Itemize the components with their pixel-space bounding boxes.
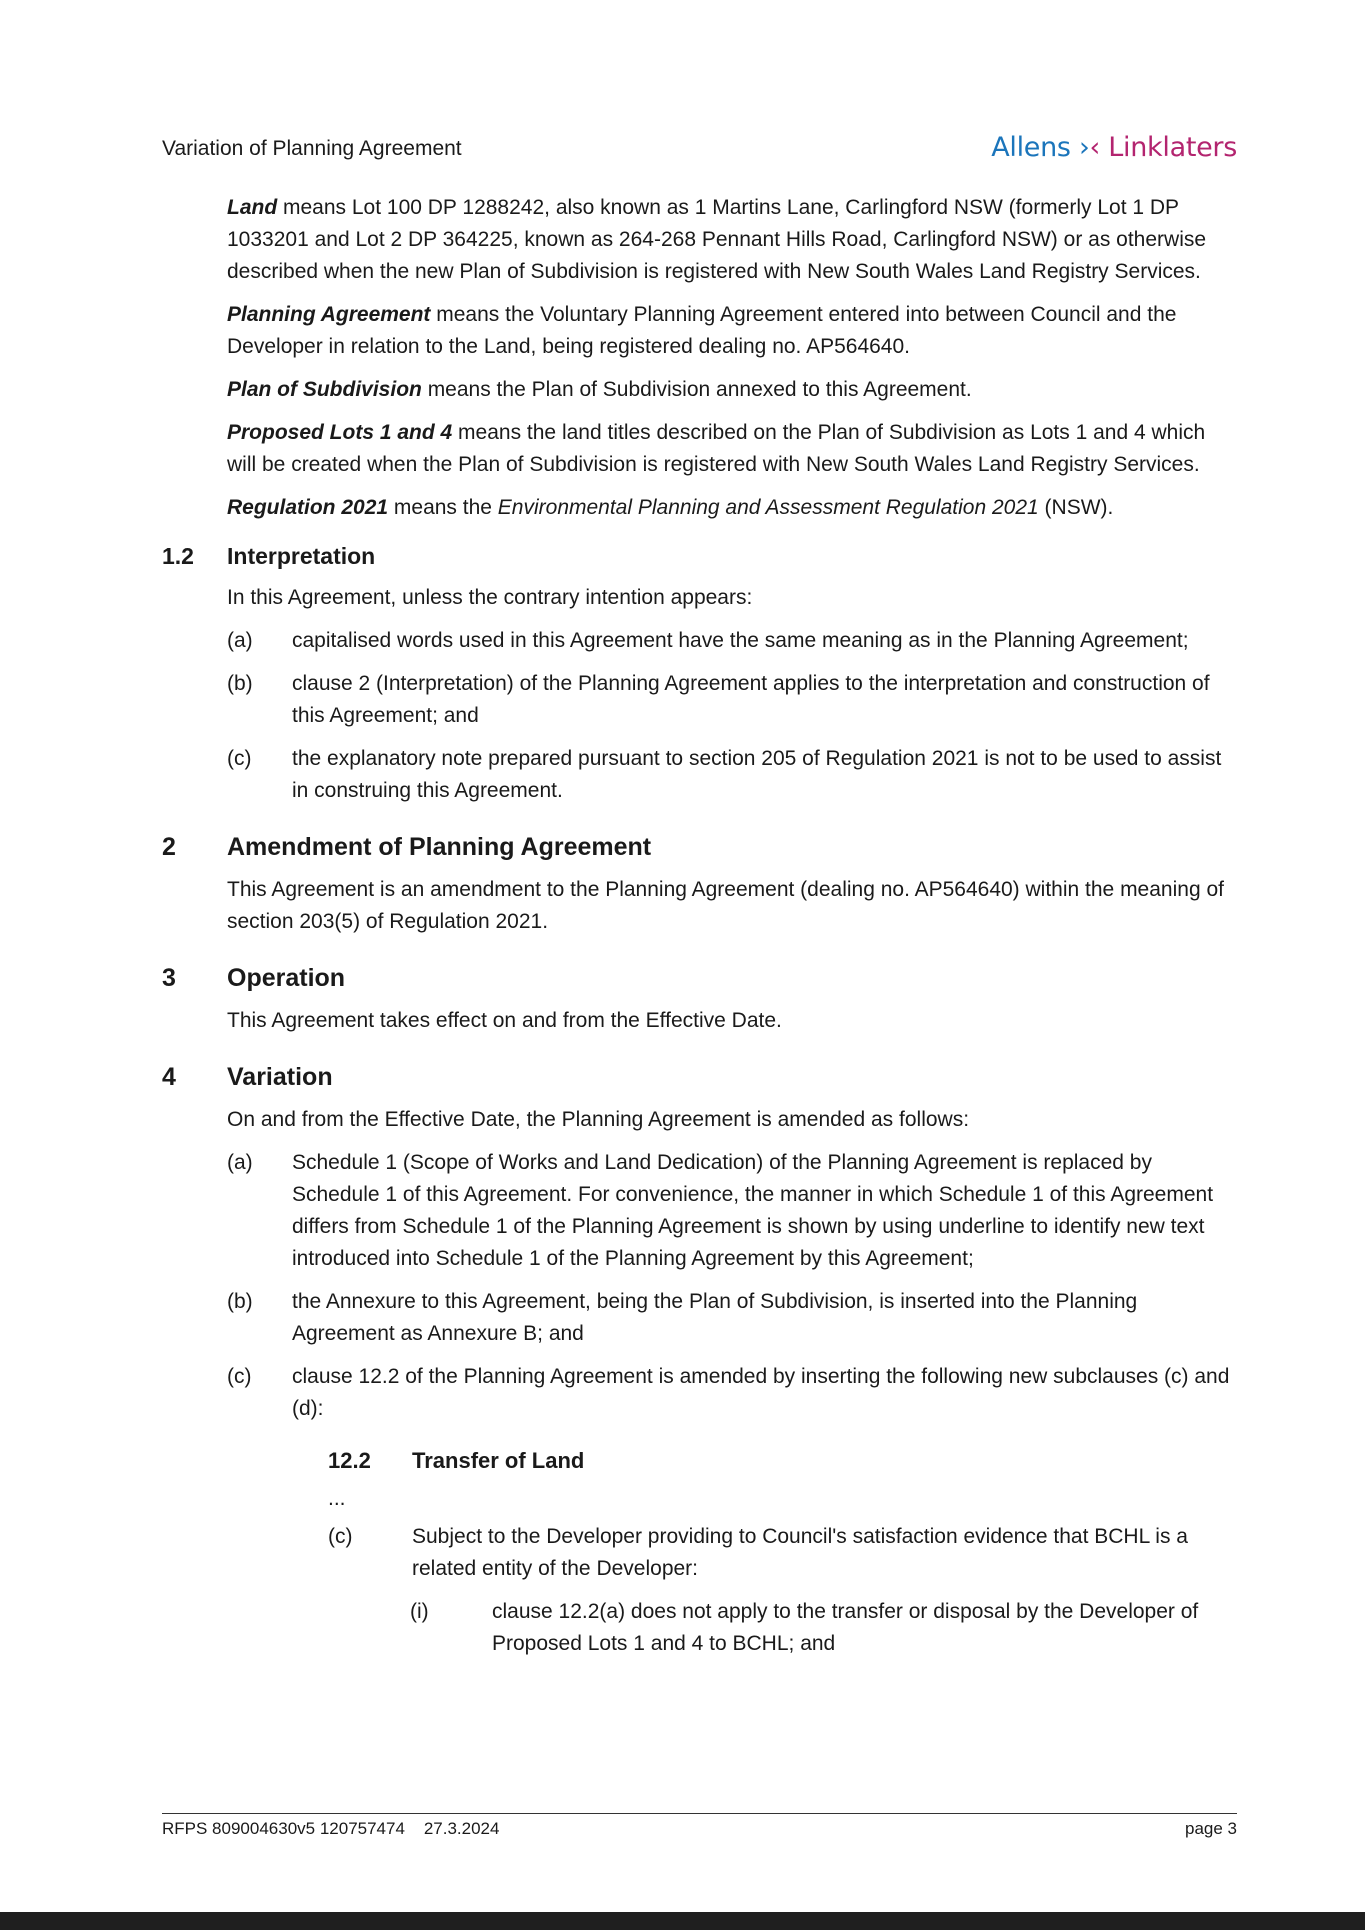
section-heading-4 <box>162 1060 1237 1094</box>
definition-text: means the land titles described on the Plan of Subdivision as Lots 1 and 4 which will be created when the Plan of Subdivision is registered with New South Wales Land Registry Services. <box>227 421 1206 476</box>
list-text: Subject to the Developer providing to Council's satisfaction evidence that BCHL is a related entity of the Developer: <box>412 1525 1188 1580</box>
list-text: clause 2 (Interpretation) of the Planning Agreement applies to the interpretation and construction of this Agreement; and <box>292 672 1210 727</box>
definition-plan-of-subdivision <box>162 374 1237 406</box>
list-item <box>162 668 1237 732</box>
definition-text: means Lot 100 DP 1288242, also known as 1 Martins Lane, Carlingford NSW (formerly Lot 1 DP 1033201 and Lot 2 DP 364225, known as 264-268 Pennant Hills Road, Carlingford NSW) or as otherwise described when the new Plan of Subdivision is registered with New South Wales Land Registry Services. <box>227 196 1207 283</box>
footer-reference: RFPS 809004630v5 120757474 27.3.2024 <box>162 1819 500 1838</box>
clause-title: Transfer of Land <box>412 1448 585 1473</box>
list-item <box>162 1286 1237 1350</box>
section-heading-2 <box>162 830 1237 864</box>
definition-regulation-2021 <box>162 492 1237 524</box>
subclause-item <box>162 1596 1237 1660</box>
list-item <box>162 743 1237 807</box>
logo-separator-left: ‹ <box>1089 132 1100 163</box>
definition-text: means the <box>388 496 498 519</box>
logo-allens: Allens <box>991 132 1071 163</box>
definition-proposed-lots <box>162 417 1237 481</box>
section-title: Operation <box>227 964 346 992</box>
clause-number: 12.2 <box>328 1448 371 1473</box>
definition-term: Regulation 2021 <box>227 496 389 519</box>
list-label: (c) <box>227 747 252 770</box>
section-body: This Agreement takes effect on and from the Effective Date. <box>227 1009 782 1032</box>
regulation-title: Environmental Planning and Assessment Regulation 2021 <box>497 496 1039 519</box>
definition-term: Plan of Subdivision <box>227 378 422 401</box>
definition-term: Land <box>227 196 278 219</box>
firm-logo <box>991 128 1237 168</box>
section-heading-1-2 <box>162 540 1237 572</box>
section-title: Amendment of Planning Agreement <box>227 833 652 861</box>
list-label: (c) <box>227 1365 252 1388</box>
list-label: (b) <box>227 1290 253 1313</box>
list-label: (b) <box>227 672 253 695</box>
footer-divider <box>162 1813 1237 1814</box>
page-number: page 3 <box>1185 1819 1237 1838</box>
section-number: 3 <box>162 964 176 992</box>
ellipsis: ... <box>328 1487 346 1510</box>
section-title: Variation <box>227 1063 333 1091</box>
list-label: (a) <box>227 629 253 652</box>
list-item <box>162 1147 1237 1275</box>
list-text: Schedule 1 (Scope of Works and Land Dedication) of the Planning Agreement is replaced by Schedule 1 of this Agreement. For convenience, the manner in which Schedule 1 of this Agreement differs from Schedule 1 of the Planning Agreement is shown by using underline to identify new text introduced into Schedule 1 of the Planning Agreement by this Agreement; <box>292 1151 1214 1270</box>
logo-linklaters: Linklaters <box>1108 132 1237 163</box>
list-label: (i) <box>410 1600 429 1623</box>
definition-land <box>162 192 1237 288</box>
subclause-item <box>162 1521 1237 1585</box>
section-body: This Agreement is an amendment to the Planning Agreement (dealing no. AP564640) within the meaning of section 203(5) of Regulation 2021. <box>227 878 1224 933</box>
section-intro: On and from the Effective Date, the Planning Agreement is amended as follows: <box>227 1108 970 1131</box>
list-label: (a) <box>227 1151 253 1174</box>
definition-planning-agreement <box>162 299 1237 363</box>
inserted-clause-heading <box>162 1445 1237 1477</box>
definition-text: means the Plan of Subdivision annexed to this Agreement. <box>421 378 972 401</box>
section-number: 4 <box>162 1063 176 1091</box>
bottom-bar <box>0 1912 1365 1930</box>
section-title: Interpretation <box>227 543 376 569</box>
list-text: clause 12.2 of the Planning Agreement is amended by inserting the following new subclauses (c) and (d): <box>292 1365 1230 1420</box>
list-text: the Annexure to this Agreement, being the Plan of Subdivision, is inserted into the Planning Agreement as Annexure B; and <box>292 1290 1138 1345</box>
list-item <box>162 1361 1237 1425</box>
definition-term: Proposed Lots 1 and 4 <box>227 421 453 444</box>
list-item <box>162 625 1237 657</box>
document-header-title: Variation of Planning Agreement <box>162 137 462 160</box>
definition-text: (NSW). <box>1038 496 1114 519</box>
logo-separator-right: › <box>1078 132 1090 163</box>
section-intro: In this Agreement, unless the contrary intention appears: <box>227 586 753 609</box>
list-text: capitalised words used in this Agreement have the same meaning as in the Planning Agreement; <box>292 629 1189 652</box>
definition-text: means the Voluntary Planning Agreement entered into between Council and the Developer in relation to the Land, being registered dealing no. AP564640. <box>227 303 1177 358</box>
list-label: (c) <box>328 1525 353 1548</box>
list-text: clause 12.2(a) does not apply to the transfer or disposal by the Developer of Proposed Lots 1 and 4 to BCHL; and <box>492 1600 1199 1655</box>
section-number: 2 <box>162 833 176 861</box>
section-number: 1.2 <box>162 543 194 569</box>
definition-term: Planning Agreement <box>227 303 431 326</box>
list-text: the explanatory note prepared pursuant to section 205 of Regulation 2021 is not to be used to assist in construing this Agreement. <box>292 747 1222 802</box>
section-heading-3 <box>162 961 1237 995</box>
document-body <box>162 192 1237 1671</box>
